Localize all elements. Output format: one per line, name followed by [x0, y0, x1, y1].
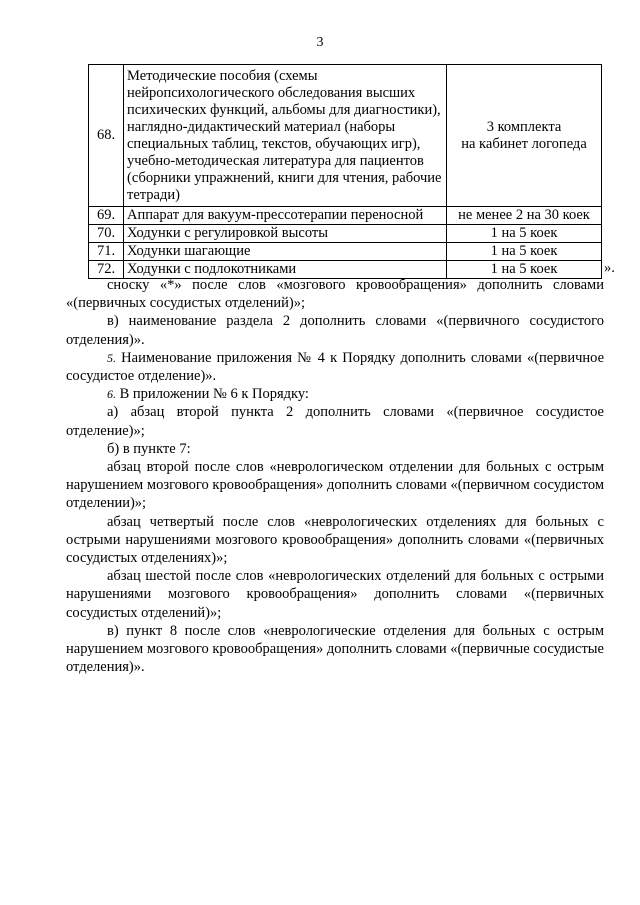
item-name: Ходунки с регулировкой высоты — [124, 225, 447, 243]
paragraph: сноску «*» после слов «мозгового кровообращения» дополнить словами «(первичных сосудистых отделений)»; — [66, 277, 604, 312]
item-quantity: 1 на 5 коек — [447, 225, 602, 243]
paragraph: абзац четвертый после слов «неврологических отделениях для больных с острыми нарушениями мозгового кровообращения» дополнить словами «(первичных сосудистых отделениях)»; — [66, 513, 604, 567]
item-marker: 6. — [107, 387, 116, 402]
paragraph-text: В приложении № 6 к Порядку: — [116, 386, 309, 403]
closing-quote: ». — [604, 260, 615, 276]
table-row — [89, 65, 602, 207]
page-number: 3 — [316, 35, 324, 50]
paragraph-item-5 — [66, 349, 604, 385]
item-name: Аппарат для вакуум-прессотерапии переносной — [124, 207, 447, 225]
item-name: Ходунки шагающие — [124, 243, 447, 261]
paragraph: б) в пункте 7: — [107, 440, 191, 457]
equipment-table — [88, 64, 602, 279]
paragraph: а) абзац второй пункта 2 дополнить словами «(первичное сосудистое отделение)»; — [66, 404, 604, 439]
paragraph-item-6 — [66, 385, 604, 403]
paragraph: абзац второй после слов «неврологическом отделении для больных с острым нарушением мозгового кровообращения» дополнить словами «(первичном сосудистом отделении)»; — [66, 459, 604, 512]
quantity-line: на кабинет логопеда — [461, 135, 587, 152]
row-number: 72. — [89, 261, 124, 279]
item-name: Ходунки с подлокотниками — [124, 261, 447, 279]
document-body — [66, 276, 604, 676]
row-number: 68. — [89, 65, 124, 207]
item-quantity: 1 на 5 коек — [447, 261, 602, 279]
item-quantity: не менее 2 на 30 коек — [447, 207, 602, 225]
item-marker: 5. — [107, 350, 116, 365]
paragraph-text: Наименование приложения № 4 к Порядку дополнить словами «(первичное сосудистое отделение)». — [66, 349, 604, 385]
table-row — [89, 207, 602, 225]
paragraph: в) пункт 8 после слов «неврологические отделения для больных с острым нарушением мозгового кровообращения» дополнить словами «(первичные сосудистые отделения)». — [66, 622, 604, 676]
item-name: Методические пособия (схемы нейропсихологического обследования высших психических функций, альбомы для диагностики), наглядно-дидактический материал (наборы специальных таблиц, текстов, обучающих игр), учебно-методическая литература для пациентов (сборники упражнений, книги для чтения, рабочие тетради) — [124, 65, 447, 207]
paragraph: в) наименование раздела 2 дополнить словами «(первичного сосудистого отделения)». — [66, 313, 604, 348]
row-number: 71. — [89, 243, 124, 261]
table-row — [89, 243, 602, 261]
item-quantity — [447, 65, 602, 207]
table-row — [89, 225, 602, 243]
item-quantity: 1 на 5 коек — [447, 243, 602, 261]
row-number: 70. — [89, 225, 124, 243]
paragraph: абзац шестой после слов «неврологических отделений для больных с острыми нарушениями мозгового кровообращения» дополнить словами «(первичных сосудистых отделений)»; — [66, 568, 604, 621]
quantity-line: 3 комплекта — [486, 118, 562, 135]
row-number: 69. — [89, 207, 124, 225]
